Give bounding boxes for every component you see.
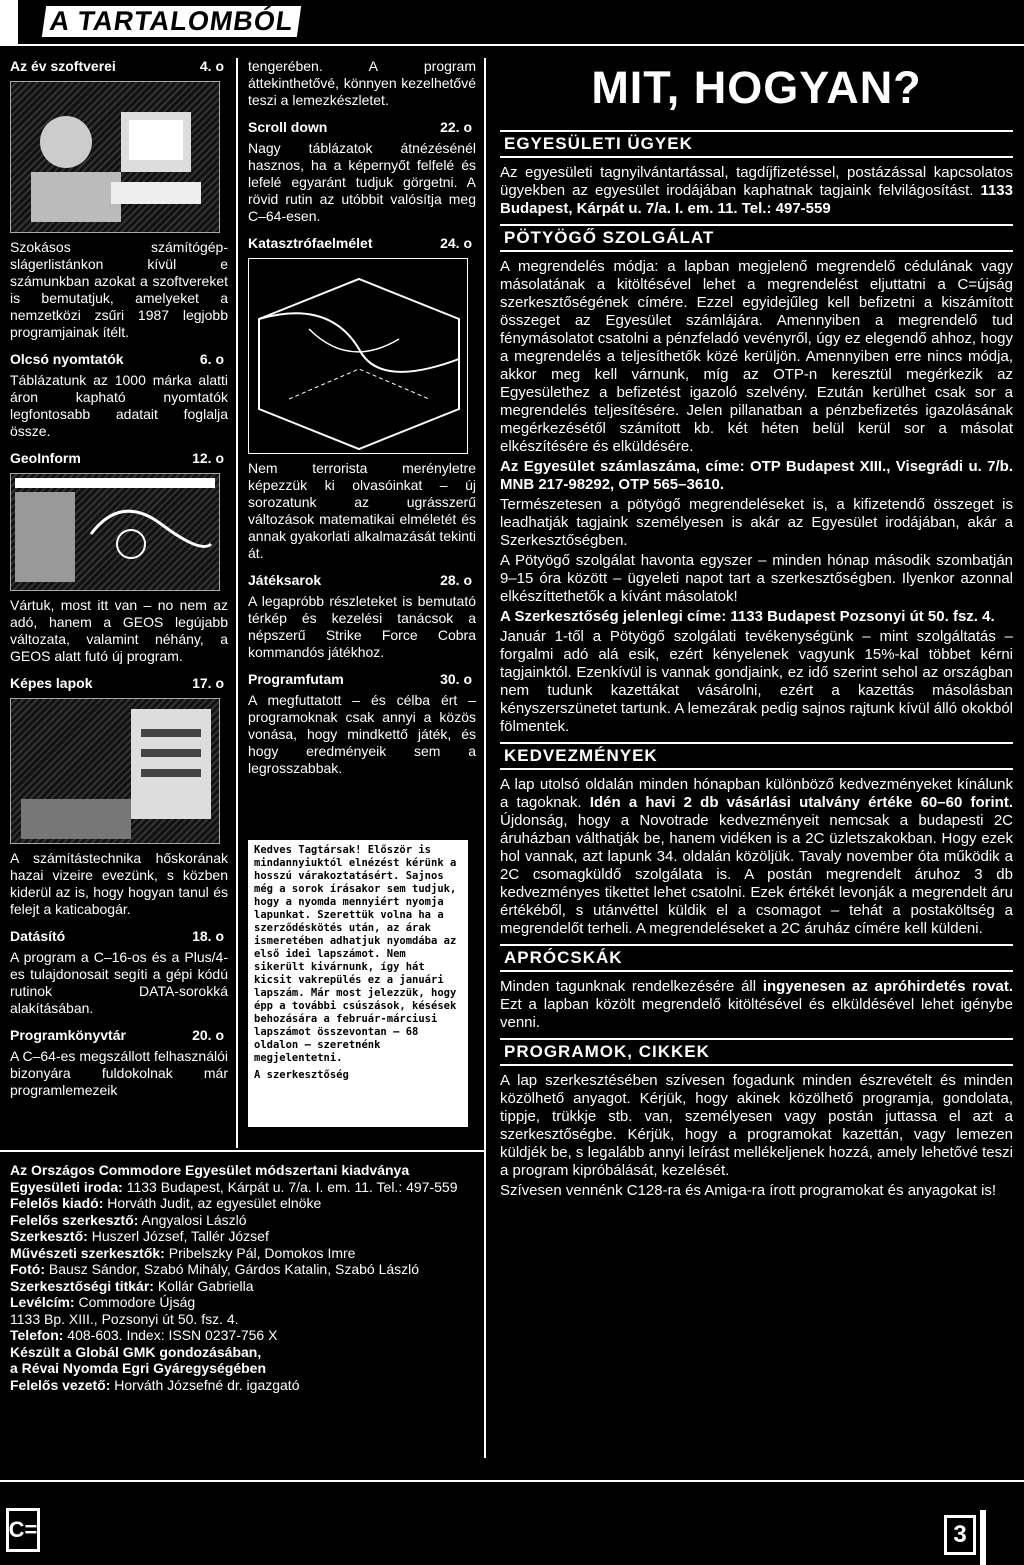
toc-entry-text: Nagy táblázatok átnézésénél hasznos, ha a képernyőt felfelé és lefelé egyaránt tudjuk görgetni. A rövid rutin az utóbbit valósítja meg C–64-esen. [248,140,476,224]
section-heading-potyogo: PÖTYÖGŐ SZOLGÁLAT [500,224,1013,252]
page-number: 3 [944,1515,976,1555]
toc-entry-page: 20. o [192,1027,224,1043]
computer-user-photo [10,81,220,233]
column-divider [236,58,238,1148]
toc-entry-text: A megfuttatott – és célba ért – programoknak csak annyi a közös vonása, hogy mindkettő játék, és hogy eredményeik sem a legrosszabbak. [248,692,476,776]
paragraph [500,164,1013,218]
toc-entry-page: 17. o [192,675,224,691]
imprint-value: Horváth Judit, az egyesület elnöke [107,1195,322,1211]
toc-entry-heading[interactable] [10,450,228,467]
vintage-computer-photo [10,698,220,844]
toc-entry-title: Katasztrófaelmélet [248,235,373,251]
bank-account-text: Az Egyesület számlaszáma, címe: OTP Budapest XIII., Visegrádi u. 7/b. MNB 217-98292, OTP 565–3610. [500,458,1013,493]
monitor-icon [11,82,219,232]
imprint-value: Pribelszky Pál, Domokos Imre [168,1244,356,1261]
imprint-rule [0,1150,486,1152]
notice-text: Kedves Tagtársak! Először is mindannyiuktól elnézést kérünk a hosszú várakoztatásért. Sajnos még a sorok írásakor sem tudjuk, hogy a nyomda mennyiért nyomja lapunkat. Szerettük volna ha a szerződéskötés után, az árak ismeretében adhatjuk nyomdába az első idei lapszámot. Nem sikerült kivárnunk, így hát kicsit vakrepülés ez a januári lapszám. Már most jelezzük, hogy épp a további csúszások, késések behozására a február-márciusi lapszámot összevontan – 68 oldalon – szeretnénk megjelentetni. [254,844,457,1064]
imprint-value: Kollár Gabriella [157,1277,254,1294]
toc-entry-title: Játéksarok [248,572,322,588]
toc-entry-text: A számítástechnika hőskorának hazai vizeire evezünk, s közben kiderül az is, hogy hogyan tanul és felejt a katicabogár. [10,850,228,917]
imprint-line [10,1212,490,1229]
toc-entry-page: 24. o [440,235,472,251]
printer-line: a Révai Nyomda Egri Gyáregységében [10,1360,266,1376]
bank-account [500,458,1013,494]
editorial-address-text: A Szerkesztőség jelenlegi címe: 1133 Budapest Pozsonyi út 50. fsz. 4. [500,608,995,625]
imprint-line [10,1228,490,1245]
imprint-value: 1133 Budapest, Kárpát u. 7/a. I. em. 11. Tel.: 497-559 [126,1178,458,1195]
imprint-label: Fotó: [10,1261,45,1277]
imprint-line [10,1261,490,1278]
paragraph [500,776,1013,938]
imprint-line [10,1162,490,1179]
header-title: A TARTALOMBÓL [42,6,302,37]
notice-box [248,840,468,1127]
imprint-value: 408-603. Index: ISSN 0237-756 X [67,1327,278,1343]
imprint-line [10,1377,490,1394]
toc-entry-text: Táblázatunk az 1000 márka alatti áron kapható nyomtatók legfontosabb adatait foglalja össze. [10,372,228,439]
imprint-line [10,1360,490,1377]
imprint-label: Egyesületi iroda: [10,1178,123,1195]
imprint-line [10,1294,490,1311]
imprint-line [10,1344,490,1361]
imprint-label: Felelős kiadó: [10,1195,104,1211]
paragraph-text: Minden tagunknak rendelkezésére áll [500,978,757,995]
imprint-label: Felelős vezető: [10,1376,111,1393]
toc-entry-page: 12. o [192,450,224,466]
section-title: MIT, HOGYAN? [591,62,922,113]
free-ads-note: ingyenesen az apróhirdetés rovat. [762,978,1014,995]
paragraph: A Pötyögő szolgálat havonta egyszer – minden hónap második szombatján 9–15 óra között – ügyeleti napot tart a szerkesztőségben. Ilyenkor azonnal elkészíttethetők a kívánt másolatok! [500,552,1013,605]
imprint-label: Szerkesztő: [10,1228,88,1244]
page-number-bar [980,1510,986,1565]
toc-entry-title: Datásító [10,928,66,944]
machine-icon [11,699,219,843]
imprint-line [10,1327,490,1344]
header-rule [0,44,1024,46]
imprint-label: Művészeti szerkesztők: [10,1244,165,1261]
paragraph: A lap szerkesztésében szívesen fogadunk minden észrevételt és minden közölhető anyagot. Kérjük, hogy akinek közölhető programja, gondolata, tippje, trükkje stb. van, személyesen vagy postán juttassa el azt a szerkesztőségbe. Kérjük, hogy a programokat kazettán, vagy lemezen küldjék be, s legalább annyi leírást mellékeljenek hozzá, amely lehetővé teszi a program kipróbálását, kezelését. [500,1072,1013,1179]
toc-entry-text: tengerében. A program áttekinthetővé, könnyen kezelhetővé teszi a lemezkészletet. [248,58,476,108]
paragraph-text: Ezt a lapban közölt megrendelő kitöltésével és elküldésével lehet igénybe venni. [500,996,1013,1031]
imprint-label: Levélcím: [10,1294,75,1310]
toc-entry-title: Az év szoftverei [10,58,116,74]
paragraph-text: A lap utolsó oldalán minden hónapban különböző kedvezményeket kínálunk a tagoknak. [500,776,1013,811]
section-heading-programok: PROGRAMOK, CIKKEK [500,1038,1013,1066]
publication-name: Az Országos Commodore Egyesület módszertani kiadványa [10,1162,410,1178]
imprint-value: Huszerl József, Tallér József [91,1228,269,1244]
toc-entry-text: Nem terrorista merényletre képezzük ki olvasóinkat – új sorozatunk az ugrásszerű változások matematikai elméletét és annak gyakorlati alkalmazását tekinti át. [248,460,477,561]
toc-entry-heading[interactable] [10,675,228,692]
screen-icon [11,474,219,590]
toc-entry-page: 18. o [192,928,224,944]
toc-entry-page: 28. o [440,572,472,588]
paragraph [500,978,1013,1032]
toc-entry-heading[interactable] [10,351,228,368]
toc-entry-title: Programkönyvtár [10,1027,126,1043]
imprint-line: 1133 Bp. XIII., Pozsonyi út 50. fsz. 4. [10,1310,239,1327]
toc-entry-text: Szokásos számítógép-slágerlistánkon kívül e számunkban azokat a szoftvereket is bemutatjuk, amelyeket a nemzetközi zsűri 1987 legjobb programjainak ítélt. [10,239,228,340]
toc-entry-title: Scroll down [248,119,328,135]
imprint-label: Szerkesztőségi titkár: [10,1277,154,1294]
surface-icon [249,259,467,453]
toc-column-2 [248,58,476,777]
info-column [500,64,1013,1202]
paragraph: Január 1-től a Pötyögő szolgálati tevékenységünk – mint szolgáltatás – forgalmi adó alá esik, ezért kényelenek vagyunk 15%-kal többet kérni tagjainktól. Ezenkívül is vannak gondjaink, ez idő szerint sehol az országban nem tudunk kazettákat vásárolni, ezért a kazettás másolásban kényszerszünetet tartunk. A lemezárak pedig sajnos rajtunk kívül álló okokból fölmentek. [500,628,1013,735]
voucher-value: Idén a havi 2 db vásárlási utalvány értéke 60–60 forint. [589,794,1013,811]
imprint-value: Commodore Újság [78,1294,196,1310]
toc-entry-heading[interactable] [248,572,476,589]
toc-entry-heading[interactable] [10,58,228,75]
toc-entry-heading[interactable] [248,119,476,136]
toc-entry-title: Olcsó nyomtatók [10,351,124,367]
toc-entry-heading[interactable] [248,671,476,688]
paragraph-text: Az egyesületi tagnyilvántartással, tagdíjfizetéssel, postázással kapcsolatos ügyekben az egyesület irodájában kaphatnak tagjaink felvilágosítást. [500,164,1013,199]
imprint-line [10,1195,490,1212]
imprint-label: Felelős szerkesztő: [10,1211,139,1228]
imprint-value: Angyalosi László [141,1211,247,1228]
toc-entry-page: 30. o [440,671,472,687]
toc-entry-page: 6. o [199,351,224,367]
catastrophe-surface-diagram [248,258,468,454]
imprint-line [10,1278,490,1295]
office-address: 1133 Budapest, Kárpát u. 7/a. I. em. 11. Tel.: 497-559 [500,182,1013,217]
imprint-value: Horváth Józsefné dr. igazgató [114,1376,300,1393]
toc-entry-heading[interactable] [10,1027,228,1044]
toc-entry-title: GeoInform [10,450,81,466]
section-heading-kedvezmenyek: KEDVEZMÉNYEK [500,742,1013,770]
section-heading-egyesuleti: EGYESÜLETI ÜGYEK [500,130,1013,158]
imprint-value: Bausz Sándor, Szabó Mihály, Gárdos Katalin, Szabó László [48,1261,420,1277]
paragraph: A megrendelés módja: a lapban megjelenő megrendelő cédulának vagy másolatának a kitöltésével lehet a megrendelést eljuttatni a C=újság szerkesztőségének címére. Ezzel egyidejűleg kell befizetni a kiszámított összeget az Egyesület számlájára. Amennyiben a megrendelő tud fénymásolatot csatolni a pénzfeladó vevényről, úgy ez elegendő ahhoz, hogy a megrendelés a teljesíthetők közé kerüljön. Amennyiben erre nincs módja, akkor meg kell várnunk, míg az OTP-n keresztül megérkezik az Egyesülethez a befizetést igazoló szelvény. Ezután kerülhet csak sor a megrendelés teljesítésére. Jelen pillanatban a pénzbefizetés igazolásának megérkezésétől számított kb. két héten belül kerül sor a másolat elkészítésére és elküldésére. [500,258,1013,455]
toc-entry-text: A program a C–16-os és a Plus/4-es tulajdonosait segíti a gépi kódú rutinok DATA-sorokká alakításában. [10,949,228,1016]
toc-entry-text: A C–64-es megszállott felhasználói bizonyára fuldokolnak már programlemezeik [10,1048,228,1098]
header-arrow-icon [0,0,18,44]
toc-entry-page: 4. o [199,58,224,74]
imprint-line [10,1179,490,1196]
footer-rule [0,1480,1024,1482]
notice-signature: A szerkesztőség [254,1069,349,1081]
toc-entry-title: Képes lapok [10,675,93,691]
section-heading-aprocskak: APRÓCSKÁK [500,944,1013,972]
toc-entry-heading[interactable] [10,928,228,945]
toc-entry-title: Programfutam [248,671,344,687]
paragraph-text: Újdonság, hogy a Novotrade kedvezményeit nemcsak a budapesti 2C áruházban válthatják be, hanem vidéken is a 2C üzletszakokban. Hogy ezek hol vannak, azt lapunk 34. oldalán közöljük. Tavaly november óta működik a 2C csomagküldő szolgálata is. A postán megrendelt áruhoz 3 db kedvezményes tikettet lehet csatolni. Ezek értékét levonják a megrendelt áru értékéből, s utánvéttel küldik el a csomagot – tehát a postaköltség a megrendelőt terheli. A megrendeléseket a 2C áruház címére kell küldeni. [500,812,1013,937]
paragraph: Szívesen vennénk C128-ra és Amiga-ra írott programokat és anyagokat is! [500,1182,997,1199]
printer-line: Készült a Globál GMK gondozásában, [10,1343,262,1360]
editorial-address [500,608,1013,626]
imprint-label: Telefon: [10,1327,64,1343]
geos-screenshot [10,473,220,591]
toc-entry-text: A legapróbb részleteket is bemutató térkép és kezelési tanácsok a népszerű Strike Force Cobra kommandós játékhoz. [248,593,476,660]
toc-column-1 [10,58,228,1099]
toc-entry-heading[interactable] [248,235,476,252]
paragraph: Természetesen a pötyögő megrendeléseket is, a kifizetendő összeget is leadhatják tagjaink személyesen is akár az Egyesület irodájában, akár a Szerkesztőségben. [500,496,1013,549]
toc-entry-page: 22. o [440,119,472,135]
toc-entry-text: Vártuk, most itt van – no nem az adó, hanem a GEOS legújabb változata, valamint néhány, a GEOS alatt futó új program. [10,597,228,664]
imprint [10,1162,490,1393]
commodore-logo-icon: C= [6,1508,40,1552]
imprint-line [10,1245,490,1262]
